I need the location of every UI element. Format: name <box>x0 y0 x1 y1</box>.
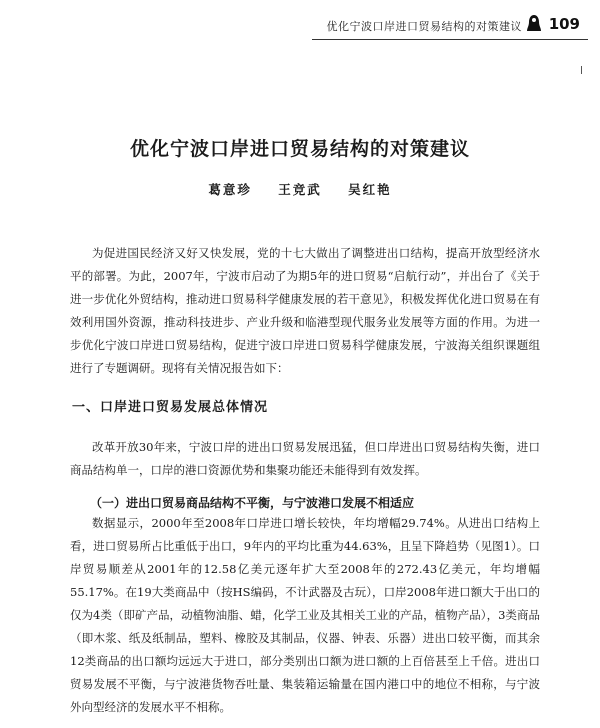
author-name: 葛意珍 <box>208 182 252 197</box>
subsection-heading: （一）进出口贸易商品结构不平衡，与宁波港口发展不相适应 <box>90 496 415 510</box>
section-paragraph: 改革开放30年来，宁波口岸的进出口贸易发展迅猛，但口岸进出口贸易结构失衡，进口商品结构单一，口岸的港口资源优势和集聚功能还未能得到有效发挥。 <box>70 440 540 477</box>
page-number: 109 <box>548 15 580 33</box>
author-name: 吴红艳 <box>348 182 392 197</box>
reader-figure-icon <box>526 14 542 32</box>
article-title: 优化宁波口岸进口贸易结构的对策建议 <box>129 138 470 160</box>
running-header <box>0 12 600 40</box>
margin-tick <box>581 66 582 74</box>
intro-paragraph: 为促进国民经济又好又快发展，党的十七大做出了调整进出口结构，提高开放型经济水平的部署。为此，2007年，宁波市启动了为期5年的进口贸易“启航行动”，并出台了《关于进一步优化外贸结构，推动进口贸易科学健康发展的若干意见》，积极发挥优化进口贸易在有效利用国外资源，推动科技进步、产业升级和临港型现代服务业发展等方面的作用。为进一步优化宁波口岸进口贸易结构，促进宁波口岸进口贸易科学健康发展，宁波海关组织课题组进行了专题调研。现将有关情况报告如下： <box>70 246 540 375</box>
running-title: 优化宁波口岸进口贸易结构的对策建议 <box>326 20 522 33</box>
section-heading: 一、口岸进口贸易发展总体情况 <box>72 400 269 415</box>
header-rule <box>312 39 588 40</box>
author-name: 王竞武 <box>278 182 322 197</box>
authors <box>0 180 600 198</box>
body-paragraph: 数据显示，2000年至2008年口岸进口增长较快，年均增幅29.74%。从进出口结构上看，进口贸易所占比重低于出口，9年内的平均比重为44.63%，且呈下降趋势（见图1）。口岸贸易顺差从2001年的12.58亿美元逐年扩大至2008年的272.43亿美元，年均增幅55.17%。在19大类商品中（按HS编码，不计武器及古玩），口岸2008年进口额大于出口的仅为4类（即矿产品，动植物油脂、蜡，化学工业及其相关工业的产品，植物产品），3类商品（即木浆、纸及纸制品，塑料、橡胶及其制品，仪器、钟表、乐器）进出口较平衡，而其余12类商品的出口额均远远大于进口，部分类别出口额为进口额的上百倍甚至上千倍。进出口贸易发展不平衡，与宁波港货物吞吐量、集装箱运输量在国内港口中的地位不相称，与宁波外向型经济的发展水平不相称。 <box>70 516 540 714</box>
